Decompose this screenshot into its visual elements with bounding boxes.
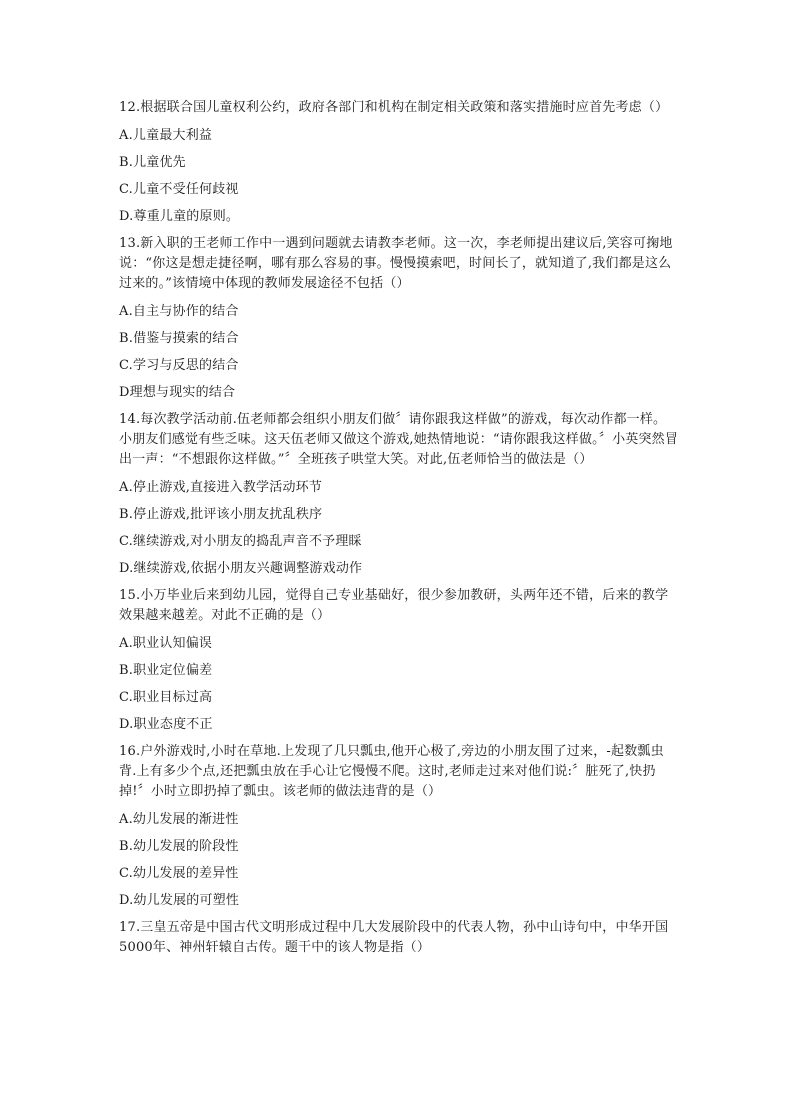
- option-c: C.职业目标过高: [119, 690, 213, 705]
- option-b: B.幼儿发展的阶段性: [119, 839, 239, 854]
- question-16: [119, 742, 679, 910]
- option-b: B.停止游戏,批评该小朋友扰乱秩序: [119, 507, 323, 522]
- question-stem: 12.根据联合国儿童权利公约，政府各部门和机构在制定相关政策和落实措施时应首先考虑（）: [119, 100, 669, 115]
- option-d: D.职业态度不正: [119, 717, 213, 732]
- question-stem: 13.新入职的王老师工作中一遇到问题就去请教李老师。这一次，李老师提出建议后,笑容可掬地说：“你这是想走捷径啊，哪有那么容易的事。慢慢摸索吧，时间长了，就知道了,我们都是这么过来的。”该情境中体现的教师发展途径不包括（）: [119, 236, 673, 291]
- question-stem: 15.小万毕业后来到幼儿园，觉得自己专业基础好，很少参加教研，头两年还不错，后来的教学效果越来越差。对此不正确的是（）: [119, 588, 669, 623]
- option-d: D.尊重儿童的原则。: [119, 209, 240, 224]
- option-d: D.继续游戏,依据小朋友兴趣调整游戏动作: [119, 561, 363, 576]
- question-14: [119, 410, 679, 578]
- question-stem: 14.每次教学活动前.伍老师都会组织小朋友们做〞请你跟我这样做”的游戏，每次动作都一样。小朋友们感觉有些乏味。这天伍老师又做这个游戏,她热情地说：“请你跟我这样做。〞小英突然冒出一声：“不想跟你这样做。”〞全班孩子哄堂大笑。对此,伍老师恰当的做法是（）: [119, 412, 679, 467]
- option-d: D.幼儿发展的可塑性: [119, 893, 240, 908]
- question-stem: 16.户外游戏时,小时在草地.上发现了几只瓢虫,他开心极了,旁边的小朋友围了过来，-起数瓢虫背.上有多少个点,还把瓢虫放在手心让它慢慢不爬。这时,老师走过来对他们说:〞脏死了,快扔掉!〞小时立即扔掉了瓢虫。该老师的做法违背的是（）: [119, 744, 664, 799]
- option-b: B.儿童优先: [119, 155, 186, 170]
- option-a: A.职业认知偏误: [119, 636, 213, 651]
- option-a: A.停止游戏,直接进入教学活动环节: [119, 480, 323, 495]
- option-c: C.儿童不受任何歧视: [119, 182, 239, 197]
- option-c: C.学习与反思的结合: [119, 358, 239, 373]
- option-d: D理想与现实的结合: [119, 385, 236, 400]
- question-12: [119, 98, 679, 226]
- option-b: B.职业定位偏差: [119, 663, 213, 678]
- question-list: [119, 98, 679, 966]
- question-stem: 17.三皇五帝是中国古代文明形成过程中几大发展阶段中的代表人物，孙中山诗句中，中华开国5000年、神州轩辕自古传。题干中的该人物是指（）: [119, 920, 669, 955]
- option-a: A.幼儿发展的渐进性: [119, 812, 239, 827]
- option-a: A.自主与协作的结合: [119, 304, 239, 319]
- option-c: C.继续游戏,对小朋友的捣乱声音不予理睬: [119, 534, 362, 549]
- question-15: [119, 586, 679, 734]
- option-c: C.幼儿发展的差异性: [119, 866, 239, 881]
- option-b: B.借鉴与摸索的结合: [119, 331, 239, 346]
- question-13: [119, 234, 679, 402]
- option-a: A.儿童最大利益: [119, 128, 213, 143]
- question-17: [119, 918, 679, 958]
